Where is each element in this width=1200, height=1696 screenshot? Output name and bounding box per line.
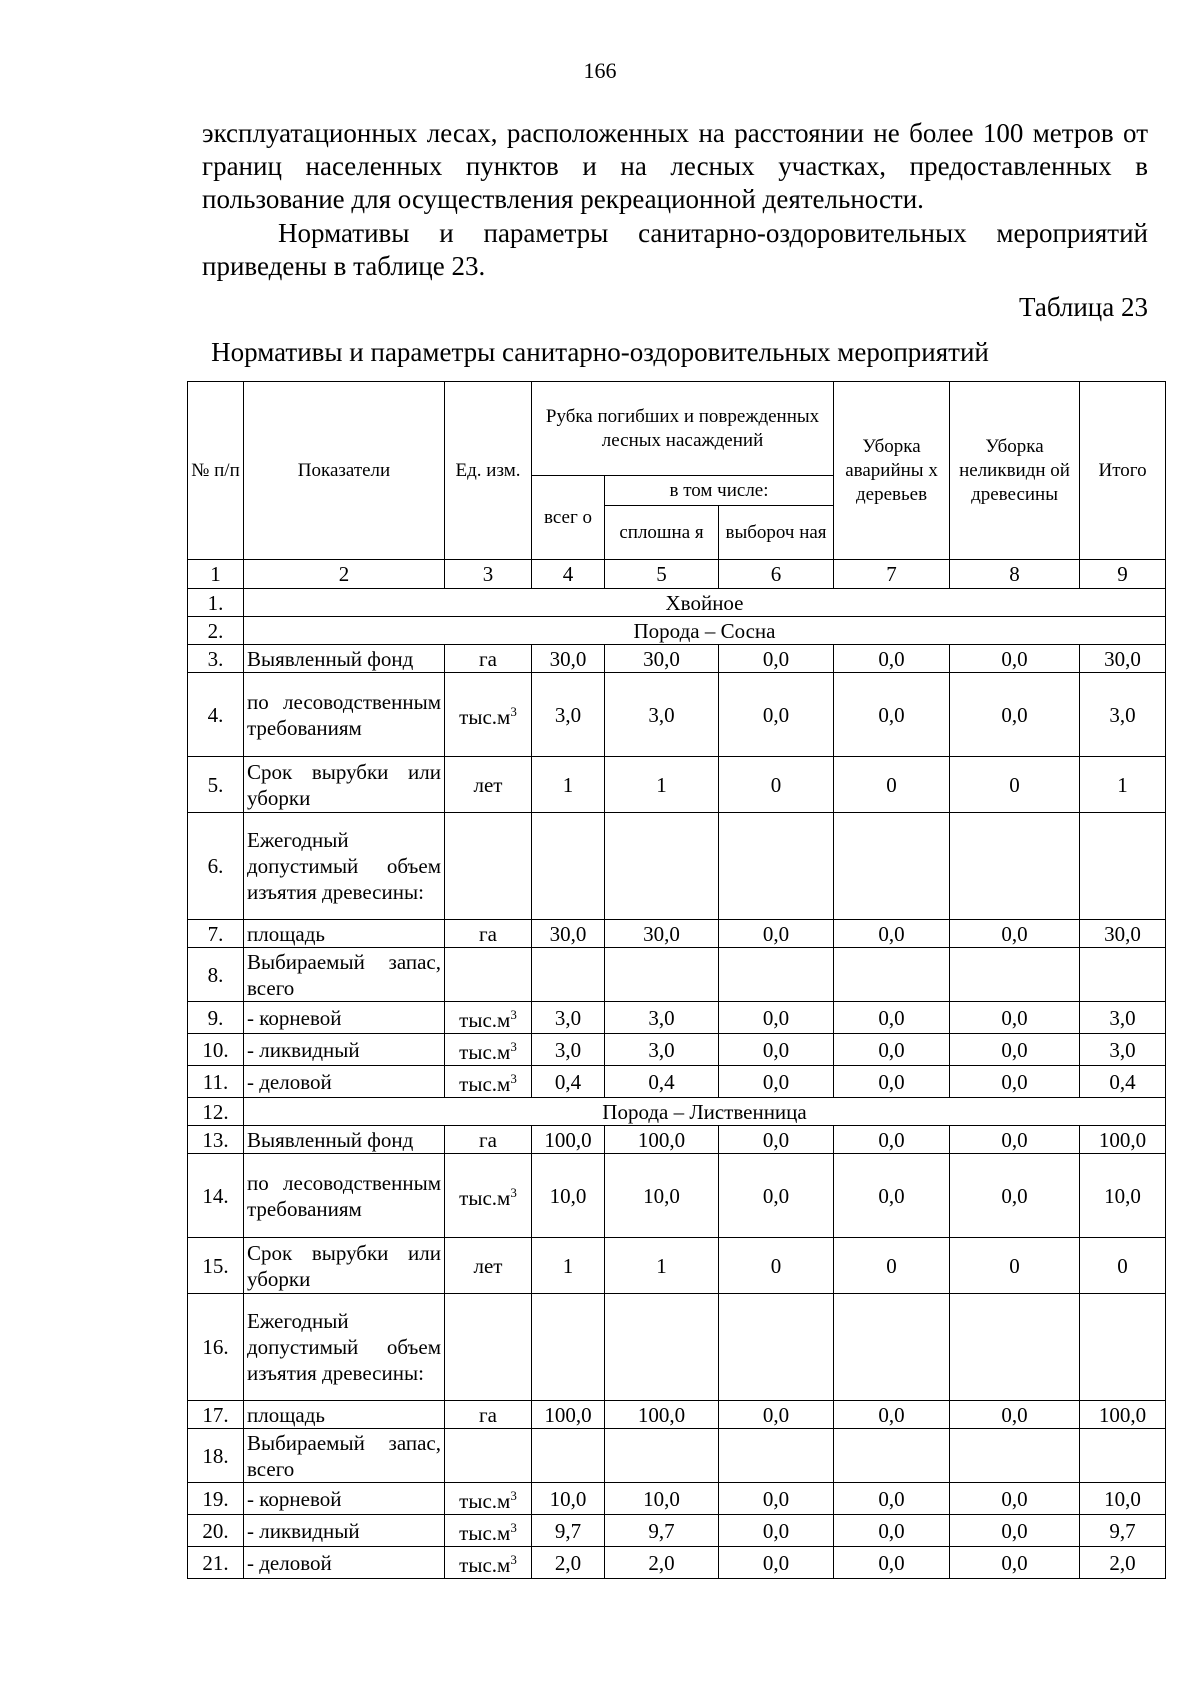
column-number: 9	[1080, 560, 1166, 589]
value-cell	[719, 1429, 834, 1483]
unit-text: лет	[473, 1253, 503, 1278]
value-cell: 10,0	[532, 1483, 605, 1515]
indicator-label: Ежегодный допустимый объем изъятия древесины:	[244, 813, 445, 920]
value-cell: 10,0	[605, 1483, 719, 1515]
value-cell: 0,0	[719, 1547, 834, 1579]
header-illiquid: Уборка неликвидн ой древесины	[950, 382, 1080, 560]
column-number: 3	[445, 560, 532, 589]
unit-cell	[445, 1126, 532, 1154]
value-cell: 0	[834, 757, 950, 813]
value-cell	[532, 813, 605, 920]
table-row	[188, 673, 1166, 757]
table-row	[188, 1154, 1166, 1238]
value-cell: 3,0	[605, 673, 719, 757]
row-number: 4.	[188, 673, 244, 757]
value-cell: 0,0	[950, 1401, 1080, 1429]
section-title: Хвойное	[244, 589, 1166, 617]
value-cell: 0,0	[950, 645, 1080, 673]
unit-text: тыс.м	[459, 705, 511, 729]
unit-cell	[445, 920, 532, 948]
header-itogo: Итого	[1080, 382, 1166, 560]
value-cell: 100,0	[1080, 1126, 1166, 1154]
value-cell: 3,0	[605, 1002, 719, 1034]
unit-cell	[445, 1401, 532, 1429]
row-number: 21.	[188, 1547, 244, 1579]
unit-cell	[445, 1547, 532, 1579]
value-cell: 0,0	[950, 1515, 1080, 1547]
value-cell: 0	[950, 1238, 1080, 1294]
value-cell: 30,0	[532, 920, 605, 948]
section-row	[188, 617, 1166, 645]
unit-superscript: 3	[510, 1007, 517, 1022]
page-number: 166	[583, 58, 617, 83]
value-cell: 0,0	[834, 1483, 950, 1515]
table-title: Нормативы и параметры санитарно-оздоровительных мероприятий	[211, 337, 989, 367]
column-number: 2	[244, 560, 445, 589]
row-number: 3.	[188, 645, 244, 673]
unit-text: тыс.м	[459, 1521, 511, 1545]
value-cell: 9,7	[532, 1515, 605, 1547]
value-cell: 1	[532, 1238, 605, 1294]
value-cell: 30,0	[605, 645, 719, 673]
value-cell: 0	[719, 757, 834, 813]
column-number: 1	[188, 560, 244, 589]
value-cell	[605, 948, 719, 1002]
unit-cell	[445, 1483, 532, 1515]
header-felling: Рубка погибших и поврежденных лесных насаждений	[532, 382, 834, 476]
row-number: 20.	[188, 1515, 244, 1547]
row-number: 6.	[188, 813, 244, 920]
header-indicator: Показатели	[244, 382, 445, 560]
value-cell: 0,0	[950, 1154, 1080, 1238]
value-cell	[605, 1294, 719, 1401]
value-cell: 100,0	[1080, 1401, 1166, 1429]
table-row	[188, 920, 1166, 948]
value-cell	[532, 1294, 605, 1401]
unit-superscript: 3	[510, 1552, 517, 1567]
unit-text: га	[479, 1127, 497, 1152]
value-cell	[719, 1294, 834, 1401]
value-cell	[1080, 948, 1166, 1002]
unit-cell	[445, 757, 532, 813]
row-number: 2.	[188, 617, 244, 645]
row-number: 19.	[188, 1483, 244, 1515]
unit-text: тыс.м	[459, 1553, 511, 1577]
header-num: № п/п	[188, 382, 244, 560]
value-cell	[834, 813, 950, 920]
value-cell: 3,0	[1080, 673, 1166, 757]
indicator-label: Срок вырубки или уборки	[244, 1238, 445, 1294]
value-cell: 9,7	[605, 1515, 719, 1547]
indicator-label: - корневой	[244, 1483, 445, 1515]
header-emergency: Уборка аварийны х деревьев	[834, 382, 950, 560]
value-cell: 0,0	[834, 1002, 950, 1034]
unit-superscript: 3	[510, 1039, 517, 1054]
unit-cell	[445, 645, 532, 673]
value-cell	[834, 948, 950, 1002]
indicator-label: площадь	[244, 1401, 445, 1429]
column-number: 5	[605, 560, 719, 589]
value-cell: 30,0	[1080, 920, 1166, 948]
column-numbers-row	[188, 560, 1166, 589]
row-number: 14.	[188, 1154, 244, 1238]
value-cell: 0,0	[834, 1126, 950, 1154]
value-cell: 0,0	[950, 1002, 1080, 1034]
value-cell: 0,0	[719, 1034, 834, 1066]
table-row	[188, 645, 1166, 673]
value-cell: 0	[950, 757, 1080, 813]
indicator-label: - корневой	[244, 1002, 445, 1034]
table-label: Таблица 23	[1019, 292, 1148, 322]
row-number: 18.	[188, 1429, 244, 1483]
table-row	[188, 1238, 1166, 1294]
indicator-label: Ежегодный допустимый объем изъятия древесины:	[244, 1294, 445, 1401]
value-cell: 0,0	[719, 1483, 834, 1515]
value-cell: 0,0	[834, 920, 950, 948]
value-cell: 0,0	[950, 1034, 1080, 1066]
value-cell	[605, 1429, 719, 1483]
row-number: 13.	[188, 1126, 244, 1154]
value-cell: 3,0	[532, 1002, 605, 1034]
indicator-label: Выявленный фонд	[244, 645, 445, 673]
value-cell: 1	[605, 1238, 719, 1294]
value-cell: 0,0	[950, 673, 1080, 757]
unit-superscript: 3	[510, 1185, 517, 1200]
value-cell: 0,0	[719, 673, 834, 757]
indicator-label: - деловой	[244, 1066, 445, 1098]
table-row	[188, 948, 1166, 1002]
paragraph-1: эксплуатационных лесах, расположенных на расстоянии не более 100 метров от границ населенных пунктов и на лесных участках, предоставленных в пользование для осуществления рекреационной деятельности.	[202, 118, 1148, 214]
row-number: 8.	[188, 948, 244, 1002]
value-cell: 0	[1080, 1238, 1166, 1294]
header-clear: сплошна я	[605, 506, 719, 560]
unit-cell	[445, 948, 532, 1002]
table-row	[188, 1034, 1166, 1066]
value-cell: 30,0	[605, 920, 719, 948]
indicator-label: Выбираемый запас, всего	[244, 1429, 445, 1483]
header-selective: выбороч ная	[719, 506, 834, 560]
value-cell: 2,0	[1080, 1547, 1166, 1579]
value-cell: 0,0	[950, 920, 1080, 948]
table-row	[188, 757, 1166, 813]
unit-text: тыс.м	[459, 1008, 511, 1032]
unit-text: тыс.м	[459, 1040, 511, 1064]
value-cell: 0,0	[719, 920, 834, 948]
header-total-sub: всег о	[532, 476, 605, 560]
value-cell: 0,0	[719, 1126, 834, 1154]
unit-cell	[445, 673, 532, 757]
value-cell	[834, 1429, 950, 1483]
value-cell	[950, 813, 1080, 920]
value-cell: 0,0	[834, 1401, 950, 1429]
unit-superscript: 3	[510, 1071, 517, 1086]
table-row	[188, 1515, 1166, 1547]
value-cell: 0,4	[532, 1066, 605, 1098]
value-cell	[719, 948, 834, 1002]
indicator-label: площадь	[244, 920, 445, 948]
value-cell: 0,0	[834, 645, 950, 673]
value-cell: 2,0	[532, 1547, 605, 1579]
row-number: 1.	[188, 589, 244, 617]
section-title: Порода – Лиственница	[244, 1098, 1166, 1126]
table-row	[188, 1547, 1166, 1579]
value-cell: 0,0	[719, 1401, 834, 1429]
value-cell: 3,0	[532, 1034, 605, 1066]
unit-superscript: 3	[510, 704, 517, 719]
table-row	[188, 1429, 1166, 1483]
column-number: 8	[950, 560, 1080, 589]
row-number: 5.	[188, 757, 244, 813]
section-title: Порода – Сосна	[244, 617, 1166, 645]
value-cell: 0,4	[605, 1066, 719, 1098]
header-unit: Ед. изм.	[445, 382, 532, 560]
value-cell: 0	[719, 1238, 834, 1294]
indicator-label: Выбираемый запас, всего	[244, 948, 445, 1002]
value-cell: 0,0	[719, 645, 834, 673]
row-number: 7.	[188, 920, 244, 948]
indicator-label: - ликвидный	[244, 1034, 445, 1066]
value-cell: 30,0	[532, 645, 605, 673]
paragraph-2: Нормативы и параметры санитарно-оздоровительных мероприятий приведены в таблице 23.	[202, 218, 1148, 281]
value-cell	[1080, 813, 1166, 920]
value-cell	[950, 1429, 1080, 1483]
value-cell: 10,0	[1080, 1154, 1166, 1238]
value-cell: 0,0	[834, 673, 950, 757]
unit-cell	[445, 813, 532, 920]
value-cell	[1080, 1429, 1166, 1483]
value-cell: 2,0	[605, 1547, 719, 1579]
value-cell: 100,0	[605, 1126, 719, 1154]
table-row	[188, 1126, 1166, 1154]
row-number: 16.	[188, 1294, 244, 1401]
value-cell: 100,0	[605, 1401, 719, 1429]
section-row	[188, 1098, 1166, 1126]
unit-cell	[445, 1066, 532, 1098]
value-cell: 0,0	[834, 1547, 950, 1579]
table-row	[188, 1401, 1166, 1429]
unit-text: тыс.м	[459, 1489, 511, 1513]
unit-text: га	[479, 646, 497, 671]
indicator-label: Срок вырубки или уборки	[244, 757, 445, 813]
value-cell: 1	[532, 757, 605, 813]
unit-cell	[445, 1294, 532, 1401]
value-cell: 30,0	[1080, 645, 1166, 673]
value-cell: 0,0	[950, 1066, 1080, 1098]
value-cell	[950, 1294, 1080, 1401]
value-cell	[605, 813, 719, 920]
table-row	[188, 1294, 1166, 1401]
value-cell: 0,0	[950, 1483, 1080, 1515]
value-cell: 0	[834, 1238, 950, 1294]
column-number: 7	[834, 560, 950, 589]
section-row	[188, 589, 1166, 617]
table-row	[188, 1002, 1166, 1034]
value-cell	[950, 948, 1080, 1002]
value-cell: 100,0	[532, 1401, 605, 1429]
value-cell: 10,0	[1080, 1483, 1166, 1515]
unit-text: тыс.м	[459, 1072, 511, 1096]
row-number: 15.	[188, 1238, 244, 1294]
row-number: 10.	[188, 1034, 244, 1066]
unit-text: га	[479, 921, 497, 946]
value-cell: 3,0	[1080, 1002, 1166, 1034]
value-cell: 10,0	[532, 1154, 605, 1238]
table-row	[188, 813, 1166, 920]
column-number: 4	[532, 560, 605, 589]
value-cell	[834, 1294, 950, 1401]
value-cell: 10,0	[605, 1154, 719, 1238]
value-cell: 0,0	[834, 1515, 950, 1547]
column-number: 6	[719, 560, 834, 589]
value-cell: 0,0	[834, 1066, 950, 1098]
norms-table	[187, 381, 1166, 1579]
unit-cell	[445, 1002, 532, 1034]
unit-cell	[445, 1429, 532, 1483]
unit-cell	[445, 1238, 532, 1294]
unit-superscript: 3	[510, 1488, 517, 1503]
header-including: в том числе:	[605, 476, 834, 506]
value-cell: 0,0	[719, 1515, 834, 1547]
value-cell: 0,0	[834, 1154, 950, 1238]
indicator-label: по лесоводственным требованиям	[244, 1154, 445, 1238]
value-cell: 3,0	[532, 673, 605, 757]
value-cell: 1	[605, 757, 719, 813]
unit-text: лет	[473, 772, 503, 797]
row-number: 17.	[188, 1401, 244, 1429]
value-cell: 0,4	[1080, 1066, 1166, 1098]
unit-cell	[445, 1034, 532, 1066]
value-cell	[719, 813, 834, 920]
value-cell: 9,7	[1080, 1515, 1166, 1547]
row-number: 11.	[188, 1066, 244, 1098]
value-cell: 1	[1080, 757, 1166, 813]
value-cell: 3,0	[605, 1034, 719, 1066]
value-cell: 0,0	[950, 1547, 1080, 1579]
unit-cell	[445, 1154, 532, 1238]
indicator-label: - деловой	[244, 1547, 445, 1579]
unit-superscript: 3	[510, 1520, 517, 1535]
indicator-label: по лесоводственным требованиям	[244, 673, 445, 757]
row-number: 9.	[188, 1002, 244, 1034]
unit-text: га	[479, 1402, 497, 1427]
row-number: 12.	[188, 1098, 244, 1126]
value-cell: 0,0	[834, 1034, 950, 1066]
value-cell	[532, 1429, 605, 1483]
value-cell: 0,0	[719, 1066, 834, 1098]
unit-text: тыс.м	[459, 1186, 511, 1210]
unit-cell	[445, 1515, 532, 1547]
indicator-label: - ликвидный	[244, 1515, 445, 1547]
value-cell	[1080, 1294, 1166, 1401]
table-row	[188, 1483, 1166, 1515]
table-row	[188, 1066, 1166, 1098]
indicator-label: Выявленный фонд	[244, 1126, 445, 1154]
value-cell: 0,0	[719, 1154, 834, 1238]
value-cell: 0,0	[719, 1002, 834, 1034]
value-cell: 100,0	[532, 1126, 605, 1154]
value-cell	[532, 948, 605, 1002]
value-cell: 3,0	[1080, 1034, 1166, 1066]
value-cell: 0,0	[950, 1126, 1080, 1154]
